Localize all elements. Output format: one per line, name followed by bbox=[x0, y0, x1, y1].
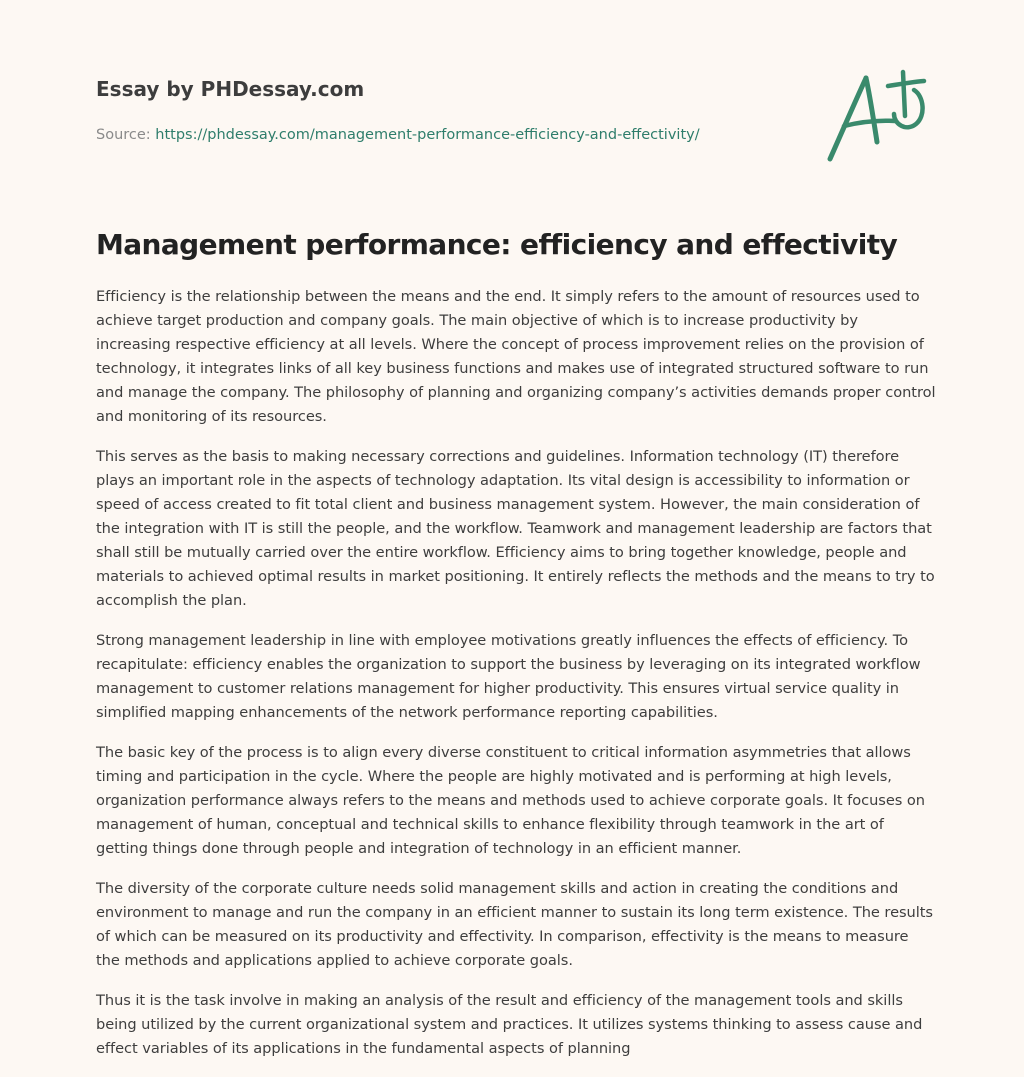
source-line bbox=[96, 125, 796, 145]
brand-title: Essay by PHDessay.com bbox=[96, 77, 365, 101]
essay-paragraph: This serves as the basis to making necessary corrections and guidelines. Information technology (IT) therefore plays an important role in the aspects of technology adaptation. Its vital design is accessibility to information or speed of access created to fit total client and business management system. However, the main consideration of the integration with IT is still the people, and the workflow. Teamwork and management leadership are factors that shall still be mutually carried over the entire workflow. Efficiency aims to bring together knowledge, people and materials to achieved optimal results in market positioning. It entirely reflects the methods and the means to try to accomplish the plan. bbox=[96, 448, 935, 609]
essay-paragraph: The diversity of the corporate culture needs solid management skills and action in creating the conditions and environment to manage and run the company in an efficient manner to sustain its long term existence. The results of which can be measured on its productivity and effectivity. In comparison, effectivity is the means to measure the methods and applications applied to achieve corporate goals. bbox=[96, 880, 933, 969]
source-label: Source: bbox=[96, 127, 156, 143]
a-plus-logo-icon bbox=[820, 66, 930, 166]
essay-paragraph: Strong management leadership in line with employee motivations greatly influences the effects of efficiency. To recapitulate: efficiency enables the organization to support the business by leveraging on its integrated workflow management to customer relations management for higher productivity. This ensures virtual service quality in simplified mapping enhancements of the network performance reporting capabilities. bbox=[96, 632, 921, 721]
essay-body bbox=[96, 285, 936, 1077]
source-link[interactable]: https://phdessay.com/management-performance-efficiency-and-effectivity/ bbox=[155, 127, 700, 143]
essay-title: Management performance: efficiency and effectivity bbox=[96, 228, 898, 261]
essay-paragraph: The basic key of the process is to align every diverse constituent to critical information asymmetries that allows timing and participation in the cycle. Where the people are highly motivated and is performing at high levels, organization performance always refers to the means and methods used to achieve corporate goals. It focuses on management of human, conceptual and technical skills to enhance flexibility through teamwork in the art of getting things done through people and integration of technology in an efficient manner. bbox=[96, 744, 925, 857]
essay-paragraph: Efficiency is the relationship between the means and the end. It simply refers to the amount of resources used to achieve target production and company goals. The main objective of which is to increase productivity by increasing respective efficiency at all levels. Where the concept of process improvement relies on the provision of technology, it integrates links of all key business functions and makes use of integrated structured software to run and manage the company. The philosophy of planning and organizing company’s activities demands proper control and monitoring of its resources. bbox=[96, 288, 936, 425]
essay-paragraph: Thus it is the task involve in making an analysis of the result and efficiency of the management tools and skills being utilized by the current organizational system and practices. It utilizes systems thinking to assess cause and effect variables of its applications in the fundamental aspects of planning bbox=[96, 992, 923, 1057]
document-header bbox=[96, 74, 796, 145]
